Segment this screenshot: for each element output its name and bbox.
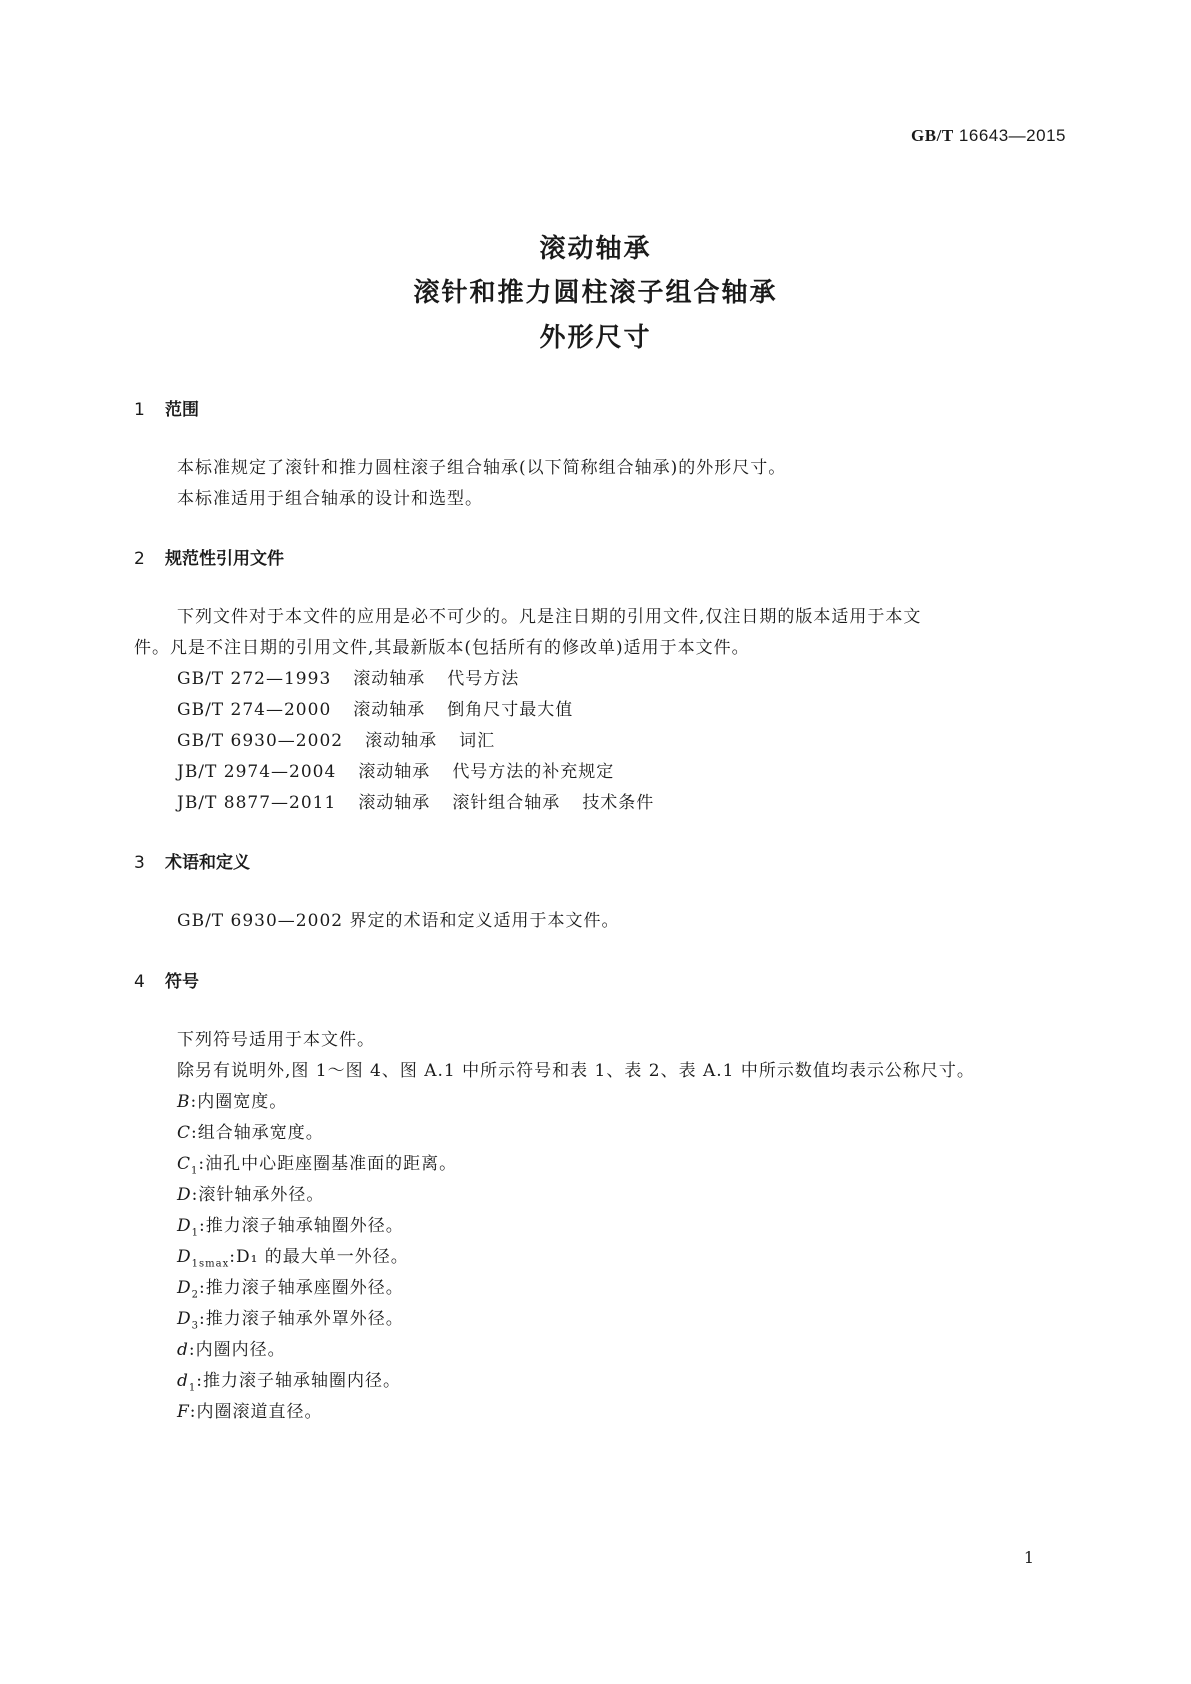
reference-part: 代号方法 [447,669,520,689]
symbol: D [177,1247,192,1267]
title-line-3: 外形尺寸 [539,323,652,353]
symbol-item [177,1273,404,1300]
symbol: C [177,1123,192,1143]
title-line-1: 滚动轴承 [539,234,652,264]
reference-item [177,757,614,782]
symbol-item [177,1211,404,1238]
symbol-description: :内圈内径。 [188,1340,286,1360]
symbol-item [177,1118,324,1143]
reference-part: 代号方法的补充规定 [452,762,615,782]
reference-part: 滚动轴承 [353,669,426,689]
symbol: D [177,1216,192,1236]
symbol-subscript: 1 [191,1227,200,1239]
reference-part: 滚动轴承 [358,793,431,813]
symbol-subscript: 1 [188,1382,197,1394]
reference-part: 滚针组合轴承 [452,793,561,813]
symbol-item [177,1335,286,1360]
symbol-description: :D₁ 的最大单一外径。 [229,1247,409,1267]
reference-code: JB/T 2974—2004 [177,762,337,782]
reference-part: 滚动轴承 [358,762,431,782]
reference-code: GB/T 274—2000 [177,700,332,720]
section-title: 术语和定义 [165,853,250,873]
symbol-item [177,1149,457,1176]
symbol-item [177,1087,287,1112]
section-title: 范围 [165,400,199,420]
page-number: 1 [1023,1548,1034,1567]
symbol-description: :推力滚子轴承外罩外径。 [199,1309,404,1329]
reference-code: GB/T 6930—2002 [177,731,344,751]
reference-code: GB/T 272—1993 [177,669,332,689]
symbol-subscript: 1smax [191,1258,230,1270]
symbol-subscript: 2 [191,1289,200,1301]
paragraph: 本标准适用于组合轴承的设计和选型。 [177,489,483,509]
symbol-subscript: 1 [191,1165,199,1177]
symbol: d [177,1340,189,1360]
reference-part: 倒角尺寸最大值 [447,700,574,720]
symbol-description: :推力滚子轴承座圈外径。 [199,1278,404,1298]
symbol-item [177,1366,401,1393]
reference-item [177,788,654,813]
symbol-item [177,1304,404,1331]
section-number: 1 [134,400,145,420]
symbol: D [177,1278,192,1298]
reference-part: 滚动轴承 [353,700,426,720]
reference-item [177,695,573,720]
symbol: D [177,1309,192,1329]
symbol: d [177,1371,189,1391]
paragraph: GB/T 6930—2002 界定的术语和定义适用于本文件。 [177,911,620,931]
section-heading-normative-references [134,544,284,569]
symbol-description: :推力滚子轴承轴圈外径。 [199,1216,404,1236]
standard-number [911,126,1066,146]
symbol-description: :内圈滚道直径。 [189,1402,323,1422]
symbol: D [177,1185,192,1205]
reference-part: 滚动轴承 [365,731,438,751]
reference-code: JB/T 8877—2011 [177,793,337,813]
symbol-item [177,1397,323,1422]
symbol-description: :油孔中心距座圈基准面的距离。 [198,1154,458,1174]
standard-code: 16643—2015 [958,126,1066,145]
symbol: B [177,1092,191,1112]
paragraph-continuation: 件。凡是不注日期的引用文件,其最新版本(包括所有的修改单)适用于本文件。 [134,638,750,658]
symbol-description: :滚针轴承外径。 [191,1185,325,1205]
symbol-subscript: 3 [191,1320,200,1332]
symbol-item [177,1242,409,1269]
title-line-2: 滚针和推力圆柱滚子组合轴承 [413,278,778,308]
paragraph: 除另有说明外,图 1～图 4、图 A.1 中所示符号和表 1、表 2、表 A.1 中所示数值均表示公称尺寸。 [177,1061,975,1081]
section-heading-symbols [134,967,199,992]
section-number: 2 [134,549,145,569]
section-title: 符号 [165,972,199,992]
reference-item [177,664,519,689]
section-title: 规范性引用文件 [165,549,284,569]
section-heading-terms [134,848,250,873]
section-number: 3 [134,853,145,873]
reference-part: 技术条件 [582,793,655,813]
section-number: 4 [134,972,145,992]
symbol-item [177,1180,324,1205]
symbol-description: :推力滚子轴承轴圈内径。 [196,1371,401,1391]
paragraph: 下列符号适用于本文件。 [177,1030,375,1050]
symbol: F [177,1402,190,1422]
symbol-description: :组合轴承宽度。 [191,1123,324,1143]
paragraph: 本标准规定了滚针和推力圆柱滚子组合轴承(以下简称组合轴承)的外形尺寸。 [177,458,787,478]
standard-prefix: GB/T [911,126,954,145]
reference-part: 词汇 [459,731,496,751]
section-heading-scope [134,395,199,420]
paragraph: 下列文件对于本文件的应用是必不可少的。凡是注日期的引用文件,仅注日期的版本适用于本文 [177,607,922,627]
symbol-description: :内圈宽度。 [190,1092,288,1112]
symbol: C [177,1154,192,1174]
reference-item [177,726,495,751]
